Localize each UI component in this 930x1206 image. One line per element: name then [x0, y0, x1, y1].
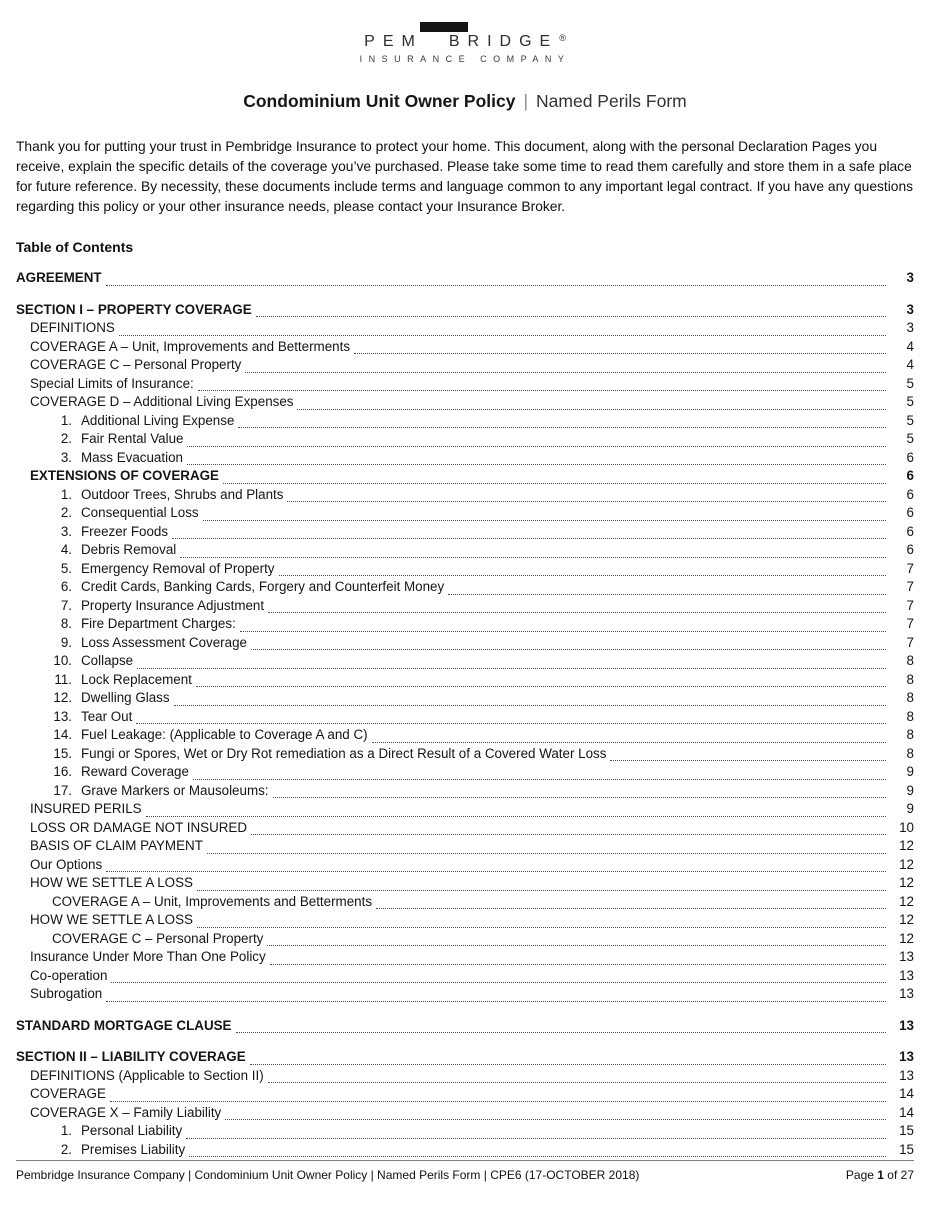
- toc-entry-label: Collapse: [81, 653, 134, 668]
- toc-leader-dots: [372, 742, 886, 743]
- toc-entry: [16, 524, 914, 543]
- page-title: [16, 91, 914, 112]
- toc-entry-page: 13: [899, 1049, 914, 1064]
- toc-leader-dots: [251, 834, 886, 835]
- toc-entry-label: Our Options: [30, 856, 103, 872]
- toc-entry-page: 4: [906, 357, 914, 372]
- toc-entry-label: DEFINITIONS (Applicable to Section II): [30, 1067, 264, 1083]
- toc-entry: [16, 727, 914, 746]
- toc-leader-dots: [174, 705, 886, 706]
- toc-leader-dots: [106, 285, 886, 286]
- toc-entry-page: 7: [906, 597, 914, 613]
- toc-entry-number: 13.: [53, 708, 72, 724]
- toc-entry-label: SECTION I – PROPERTY COVERAGE: [16, 301, 252, 317]
- toc-entry-number: 2.: [60, 505, 72, 520]
- toc-entry: [16, 339, 914, 358]
- toc-entry-number: 6.: [60, 579, 72, 594]
- toc-entry-page: 12: [899, 893, 914, 909]
- toc-leader-dots: [187, 446, 886, 447]
- toc-leader-dots: [197, 890, 886, 891]
- toc-entry: [16, 968, 914, 987]
- toc-entry-page: 3: [906, 320, 914, 335]
- toc-entry-label: Premises Liability: [81, 1141, 186, 1157]
- toc-leader-dots: [354, 353, 886, 354]
- toc-entry-label: Fuel Leakage: (Applicable to Coverage A and C): [81, 727, 368, 742]
- title-subtitle: Named Perils Form: [536, 91, 687, 111]
- toc-entry: [16, 653, 914, 672]
- toc-leader-dots: [268, 1082, 886, 1083]
- logo-text-pem: PEM: [364, 33, 423, 50]
- toc-entry-page: 7: [906, 634, 914, 650]
- toc-entry: [16, 746, 914, 765]
- toc-leader-dots: [180, 557, 886, 558]
- toc-entry: [16, 783, 914, 802]
- toc-leader-dots: [207, 853, 886, 854]
- toc-entry-label: COVERAGE D – Additional Living Expenses: [30, 394, 294, 409]
- toc-leader-dots: [268, 612, 886, 613]
- footer-page-indicator: [846, 1168, 914, 1182]
- toc-entry-page: 9: [906, 782, 914, 798]
- toc-entry: [16, 542, 914, 561]
- toc-entry-label: Emergency Removal of Property: [81, 560, 275, 576]
- toc-entry-page: 7: [906, 579, 914, 594]
- toc-entry: [16, 949, 914, 968]
- toc-leader-dots: [146, 816, 886, 817]
- toc-entry-label: Freezer Foods: [81, 523, 169, 539]
- document-header: [16, 0, 914, 112]
- toc-entry-label: Additional Living Expense: [81, 412, 235, 428]
- toc-entry-page: 8: [906, 708, 914, 724]
- toc-leader-dots: [273, 797, 886, 798]
- toc-entry-page: 5: [906, 412, 914, 428]
- toc-entry-number: 9.: [60, 634, 72, 650]
- toc-entry: [16, 875, 914, 894]
- toc-entry: [16, 820, 914, 839]
- toc-entry-label: DEFINITIONS: [30, 320, 115, 335]
- toc-entry-page: 12: [899, 930, 914, 946]
- toc-entry-page: 6: [906, 523, 914, 539]
- toc-entry: [16, 616, 914, 635]
- toc-entry-label: Subrogation: [30, 986, 103, 1001]
- title-main: Condominium Unit Owner Policy: [243, 91, 516, 111]
- toc-entry-label: Mass Evacuation: [81, 449, 183, 465]
- toc-entry-page: 7: [906, 616, 914, 631]
- toc-entry-label: Lock Replacement: [81, 671, 192, 687]
- toc-entry-label: EXTENSIONS OF COVERAGE: [30, 468, 219, 483]
- toc-leader-dots: [136, 723, 886, 724]
- logo-bar: [420, 22, 468, 32]
- toc-entry: [16, 302, 914, 321]
- toc-entry: [16, 801, 914, 820]
- toc-entry: [16, 857, 914, 876]
- toc-entry-number: 5.: [60, 560, 72, 576]
- intro-paragraph: Thank you for putting your trust in Pembridge Insurance to protect your home. This document, along with the personal Declaration Pages you receive, explain the specific details of the coverage you’ve purchased. Please take some time to read them carefully and store them in a safe place for future reference. By necessity, these documents include terms and language common to any important legal contract. If you have any questions regarding this policy or your other insurance needs, please contact your Insurance Broker.: [16, 139, 914, 214]
- toc-entry: [16, 320, 914, 339]
- toc-leader-dots: [186, 1138, 886, 1139]
- toc-leader-dots: [376, 908, 886, 909]
- toc-leader-dots: [256, 316, 886, 317]
- footer-page-total: of 27: [887, 1168, 914, 1182]
- toc-entry-page: 6: [906, 449, 914, 465]
- toc-leader-dots: [287, 501, 886, 502]
- toc-entry-label: Grave Markers or Mausoleums:: [81, 782, 269, 798]
- toc-entry-label: Insurance Under More Than One Policy: [30, 949, 266, 964]
- toc-entry-number: 7.: [60, 597, 72, 613]
- toc-entry: [16, 579, 914, 598]
- toc-entry-page: 14: [899, 1086, 914, 1101]
- toc-entry-label: Personal Liability: [81, 1123, 183, 1138]
- toc-entry-label: COVERAGE A – Unit, Improvements and Betterments: [30, 338, 351, 354]
- toc-leader-dots: [187, 464, 886, 465]
- toc-entry-label: BASIS OF CLAIM PAYMENT: [30, 838, 203, 853]
- toc-leader-dots: [223, 483, 886, 484]
- toc-entry: [16, 1068, 914, 1087]
- toc-leader-dots: [279, 575, 887, 576]
- toc-entry-page: 6: [906, 468, 914, 483]
- toc-leader-dots: [270, 964, 886, 965]
- toc-entry-page: 3: [906, 301, 914, 317]
- toc-entry: [16, 1142, 914, 1161]
- toc-entry-page: 14: [899, 1104, 914, 1120]
- toc-leader-dots: [267, 945, 886, 946]
- toc-leader-dots: [610, 760, 886, 761]
- toc-entry-label: Credit Cards, Banking Cards, Forgery and Counterfeit Money: [81, 579, 445, 594]
- toc-entry-number: 16.: [53, 764, 72, 779]
- toc-entry-number: 2.: [60, 1141, 72, 1157]
- toc-entry-label: HOW WE SETTLE A LOSS: [30, 912, 193, 927]
- logo-text-bridge: BRIDGE: [448, 33, 559, 50]
- footer-divider: [16, 1160, 914, 1161]
- toc-entry-label: STANDARD MORTGAGE CLAUSE: [16, 1017, 232, 1033]
- toc-leader-dots: [110, 1101, 886, 1102]
- toc-entry-label: HOW WE SETTLE A LOSS: [30, 875, 193, 890]
- toc-leader-dots: [119, 335, 886, 336]
- toc-entry: [16, 468, 914, 487]
- toc-entry-label: COVERAGE X – Family Liability: [30, 1104, 222, 1120]
- toc-entry-page: 8: [906, 653, 914, 668]
- toc-entry: [16, 505, 914, 524]
- toc-entry-page: 13: [899, 986, 914, 1001]
- toc-entry-page: 12: [899, 856, 914, 872]
- toc-entry: [16, 598, 914, 617]
- toc-entry-label: INSURED PERILS: [30, 801, 142, 816]
- toc-entry-label: COVERAGE A – Unit, Improvements and Betterments: [52, 893, 373, 909]
- toc-leader-dots: [236, 1032, 887, 1033]
- toc-entry-label: Reward Coverage: [81, 764, 189, 779]
- toc-leader-dots: [189, 1156, 886, 1157]
- toc-entry-label: Dwelling Glass: [81, 690, 170, 705]
- logo-wordmark: [364, 22, 566, 51]
- toc-entry-page: 6: [906, 486, 914, 502]
- toc-leader-dots: [297, 409, 886, 410]
- toc-entry: [16, 1123, 914, 1142]
- toc-entry-label: COVERAGE C – Personal Property: [30, 357, 242, 372]
- footer-page-number: 1: [877, 1168, 884, 1182]
- toc-entry-page: 5: [906, 375, 914, 391]
- toc-entry-page: 12: [899, 838, 914, 853]
- page-footer: [16, 1160, 914, 1182]
- toc-entry-number: 3.: [60, 523, 72, 539]
- toc-entry-number: 11.: [54, 671, 72, 687]
- toc-entry: [16, 912, 914, 931]
- toc-leader-dots: [111, 982, 886, 983]
- toc-leader-dots: [172, 538, 886, 539]
- toc-entry-page: 8: [906, 671, 914, 687]
- toc-entry: [16, 931, 914, 950]
- toc-entry-label: Special Limits of Insurance:: [30, 375, 194, 391]
- toc-entry-number: 1.: [60, 412, 72, 428]
- toc-leader-dots: [250, 1064, 886, 1065]
- toc-entry: [16, 986, 914, 1005]
- toc-leader-dots: [245, 372, 886, 373]
- toc-leader-dots: [240, 631, 886, 632]
- toc-entry-number: 14.: [53, 727, 72, 742]
- toc-entry-page: 10: [899, 819, 914, 835]
- toc-leader-dots: [137, 668, 886, 669]
- toc-entry: [16, 764, 914, 783]
- toc-entry: [16, 1018, 914, 1037]
- toc-entry-label: Co-operation: [30, 967, 108, 983]
- title-separator: |: [523, 91, 529, 111]
- toc-entry-label: Fungi or Spores, Wet or Dry Rot remediation as a Direct Result of a Covered Water Loss: [81, 745, 607, 761]
- toc-entry: [16, 1049, 914, 1068]
- toc-entry-number: 12.: [53, 690, 72, 705]
- toc-entry-label: Loss Assessment Coverage: [81, 634, 247, 650]
- toc-entry: [16, 838, 914, 857]
- toc-entry: [16, 561, 914, 580]
- table-of-contents: [16, 270, 914, 1160]
- toc-entry-number: 3.: [60, 449, 72, 465]
- toc-entry-page: 6: [906, 542, 914, 557]
- toc-entry: [16, 376, 914, 395]
- toc-entry-page: 13: [899, 949, 914, 964]
- toc-entry-label: Consequential Loss: [81, 505, 199, 520]
- toc-entry-page: 7: [906, 560, 914, 576]
- toc-entry-number: 4.: [60, 542, 72, 557]
- toc-entry-page: 15: [899, 1141, 914, 1157]
- toc-entry-page: 8: [906, 745, 914, 761]
- registered-trademark-icon: ®: [559, 33, 566, 43]
- toc-entry: [16, 894, 914, 913]
- toc-entry-label: Property Insurance Adjustment: [81, 597, 265, 613]
- toc-entry: [16, 690, 914, 709]
- toc-leader-dots: [203, 520, 886, 521]
- toc-leader-dots: [225, 1119, 886, 1120]
- toc-entry: [16, 709, 914, 728]
- toc-entry: [16, 431, 914, 450]
- toc-entry-label: LOSS OR DAMAGE NOT INSURED: [30, 819, 248, 835]
- toc-entry-number: 17.: [53, 782, 72, 798]
- toc-entry-page: 8: [906, 690, 914, 705]
- toc-entry: [16, 487, 914, 506]
- toc-entry-number: 15.: [53, 745, 72, 761]
- logo-subtitle: INSURANCE COMPANY: [359, 54, 571, 64]
- toc-entry-label: Debris Removal: [81, 542, 177, 557]
- toc-entry-page: 5: [906, 394, 914, 409]
- pembridge-logo: [16, 0, 914, 64]
- toc-entry: [16, 450, 914, 469]
- toc-entry: [16, 672, 914, 691]
- toc-leader-dots: [193, 779, 886, 780]
- toc-leader-dots: [106, 871, 886, 872]
- toc-entry-page: 13: [899, 967, 914, 983]
- toc-entry: [16, 1105, 914, 1124]
- toc-entry-label: Tear Out: [81, 708, 133, 724]
- toc-entry: [16, 635, 914, 654]
- toc-entry-number: 1.: [60, 486, 72, 502]
- toc-entry-page: 12: [899, 875, 914, 890]
- toc-entry-page: 4: [906, 338, 914, 354]
- toc-entry-label: COVERAGE: [30, 1086, 106, 1101]
- toc-leader-dots: [106, 1001, 886, 1002]
- toc-leader-dots: [198, 390, 886, 391]
- toc-entry-label: Outdoor Trees, Shrubs and Plants: [81, 486, 284, 502]
- toc-entry-page: 5: [906, 431, 914, 446]
- toc-leader-dots: [196, 686, 886, 687]
- toc-entry-page: 13: [899, 1017, 914, 1033]
- toc-entry-page: 9: [906, 801, 914, 816]
- toc-entry-page: 8: [906, 727, 914, 742]
- toc-entry-page: 15: [899, 1123, 914, 1138]
- toc-entry-label: SECTION II – LIABILITY COVERAGE: [16, 1049, 246, 1064]
- toc-entry-number: 8.: [60, 616, 72, 631]
- toc-entry-page: 3: [906, 270, 914, 285]
- toc-entry-page: 6: [906, 505, 914, 520]
- footer-document-info: Pembridge Insurance Company | Condominium Unit Owner Policy | Named Perils Form | CPE6 (17-OCTOBER 2018): [16, 1168, 640, 1182]
- toc-entry-number: 1.: [60, 1123, 72, 1138]
- toc-leader-dots: [251, 649, 886, 650]
- toc-entry-label: COVERAGE C – Personal Property: [52, 930, 264, 946]
- toc-entry-page: 12: [899, 912, 914, 927]
- toc-leader-dots: [238, 427, 886, 428]
- toc-leader-dots: [197, 927, 886, 928]
- toc-entry: [16, 394, 914, 413]
- toc-entry-page: 9: [906, 764, 914, 779]
- toc-heading: Table of Contents: [16, 239, 134, 255]
- toc-entry: [16, 1086, 914, 1105]
- footer-page-word: Page: [845, 1168, 874, 1182]
- toc-entry: [16, 413, 914, 432]
- toc-entry-number: 10.: [53, 653, 72, 668]
- toc-entry-label: Fair Rental Value: [81, 431, 184, 446]
- toc-entry-label: AGREEMENT: [16, 270, 102, 285]
- toc-entry: [16, 270, 914, 289]
- toc-entry-page: 13: [899, 1067, 914, 1083]
- toc-entry-label: Fire Department Charges:: [81, 616, 236, 631]
- toc-entry-number: 2.: [60, 431, 72, 446]
- toc-leader-dots: [448, 594, 886, 595]
- toc-entry: [16, 357, 914, 376]
